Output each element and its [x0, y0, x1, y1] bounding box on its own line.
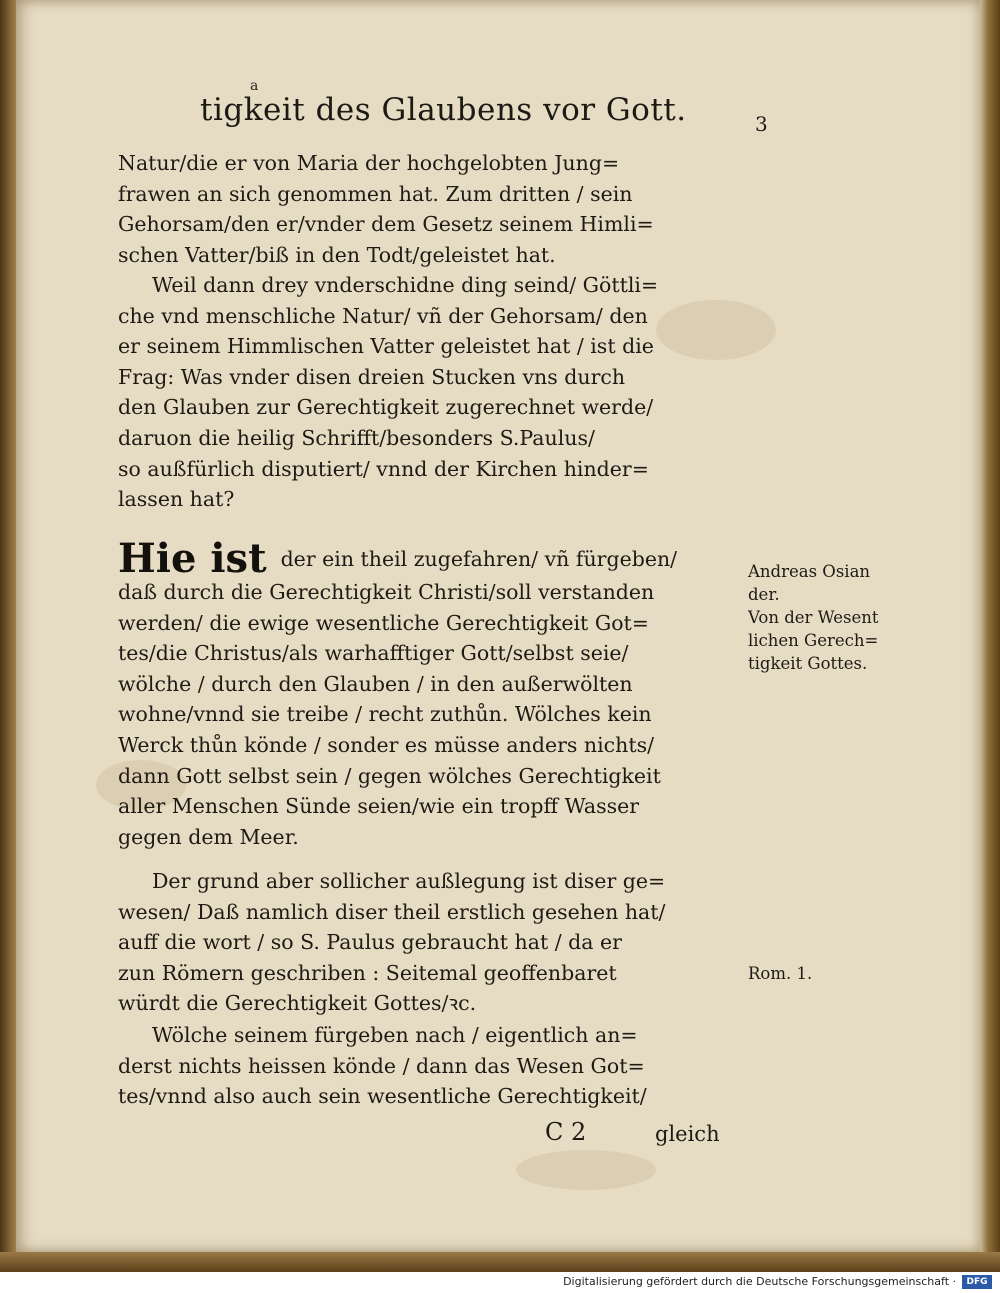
text-line: Natur/die er von Maria der hochgelobten Jung=: [118, 151, 620, 175]
catchword: gleich: [655, 1122, 720, 1146]
funding-notice: Digitalisierung gefördert durch die Deutsche Forschungsgemeinschaft ·: [563, 1275, 956, 1288]
text-line: auff die wort / so S. Paulus gebraucht hat / da er: [118, 930, 622, 955]
signature-mark: a: [250, 78, 259, 94]
paragraph-2: [118, 270, 743, 515]
text-line: zun Römern geschriben : Seitemal geoffenbaret: [118, 960, 617, 985]
text-line: wesen/ Daß namlich diser theil erstlich gesehen hat/: [118, 899, 666, 924]
text-line: tes/die Christus/als warhafftiger Gott/selbst seie/: [118, 641, 629, 666]
dfg-logo: DFG: [962, 1275, 992, 1289]
margin-line: Andreas Osian: [748, 562, 871, 581]
text-line: Frag: Was vnder disen dreien Stucken vns durch: [118, 364, 626, 389]
text-line: daß durch die Gerechtigkeit Christi/soll verstanden: [118, 580, 655, 604]
margin-line: lichen Gerech=: [748, 631, 879, 650]
text-line: derst nichts heissen könde / dann das Wesen Got=: [118, 1053, 645, 1078]
margin-line: Rom. 1.: [748, 964, 813, 983]
text-line: er seinem Himmlischen Vatter geleistet hat / ist die: [118, 334, 654, 359]
text-line: lassen hat?: [118, 487, 235, 512]
text-line: tes/vnnd also auch sein wesentliche Gerechtigkeit/: [118, 1084, 647, 1109]
paragraph-5: [118, 1020, 743, 1112]
decorated-initial: Hie ist: [118, 535, 267, 582]
text-line: Werck thůn könde / sonder es müsse anders nichts/: [118, 732, 655, 757]
margin-line: tigkeit Gottes.: [748, 654, 868, 673]
paragraph-3: [118, 535, 743, 852]
footer-bar: [0, 1272, 1000, 1293]
margin-line: der.: [748, 585, 780, 604]
page-bottom-edge: [0, 1252, 1000, 1272]
text-line: [118, 535, 743, 582]
page-edges: [980, 0, 1000, 1272]
text-line: wölche / durch den Glauben / in den außerwölten: [118, 671, 633, 696]
text-line: che vnd menschliche Natur/ vñ der Gehorsam/ den: [118, 303, 648, 328]
text-line: Der grund aber sollicher außlegung ist diser ge=: [152, 869, 666, 893]
text-line: frawen an sich genommen hat. Zum dritten / sein: [118, 181, 633, 206]
text-line: schen Vatter/biß in den Todt/geleistet hat.: [118, 242, 556, 267]
text-line: gegen dem Meer.: [118, 824, 299, 849]
signature-mark: C 2: [545, 1118, 587, 1146]
text-line: Weil dann drey vnderschidne ding seind/ Göttli=: [152, 273, 659, 297]
running-head: tigkeit des Glaubens vor Gott.: [200, 92, 687, 128]
text-line: daruon die heilig Schrifft/besonders S.Paulus/: [118, 425, 595, 450]
text-line: wohne/vnnd sie treibe / recht zuthůn. Wölches kein: [118, 702, 652, 727]
paragraph-4: [118, 866, 743, 1019]
page-number: 3: [755, 112, 768, 136]
text-line: werden/ die ewige wesentliche Gerechtigkeit Got=: [118, 610, 649, 635]
text-line: Wölche seinem fürgeben nach / eigentlich an=: [152, 1023, 638, 1047]
margin-line: Von der Wesent: [748, 608, 879, 627]
text-line: der ein theil zugefahren/ vñ fürgeben/: [280, 547, 678, 571]
paragraph-1: [118, 148, 743, 270]
text-line: Gehorsam/den er/vnder dem Gesetz seinem Himli=: [118, 212, 654, 237]
marginal-note-reference: [748, 962, 812, 985]
text-line: dann Gott selbst sein / gegen wölches Gerechtigkeit: [118, 763, 661, 788]
text-line: aller Menschen Sünde seien/wie ein tropff Wasser: [118, 794, 640, 819]
marginal-note-osiander: [748, 560, 879, 675]
text-line: würdt die Gerechtigkeit Gottes/ꝛc.: [118, 991, 477, 1016]
text-line: den Glauben zur Gerechtigkeit zugerechnet werde/: [118, 395, 654, 420]
text-line: so außfürlich disputiert/ vnnd der Kirchen hinder=: [118, 456, 649, 481]
